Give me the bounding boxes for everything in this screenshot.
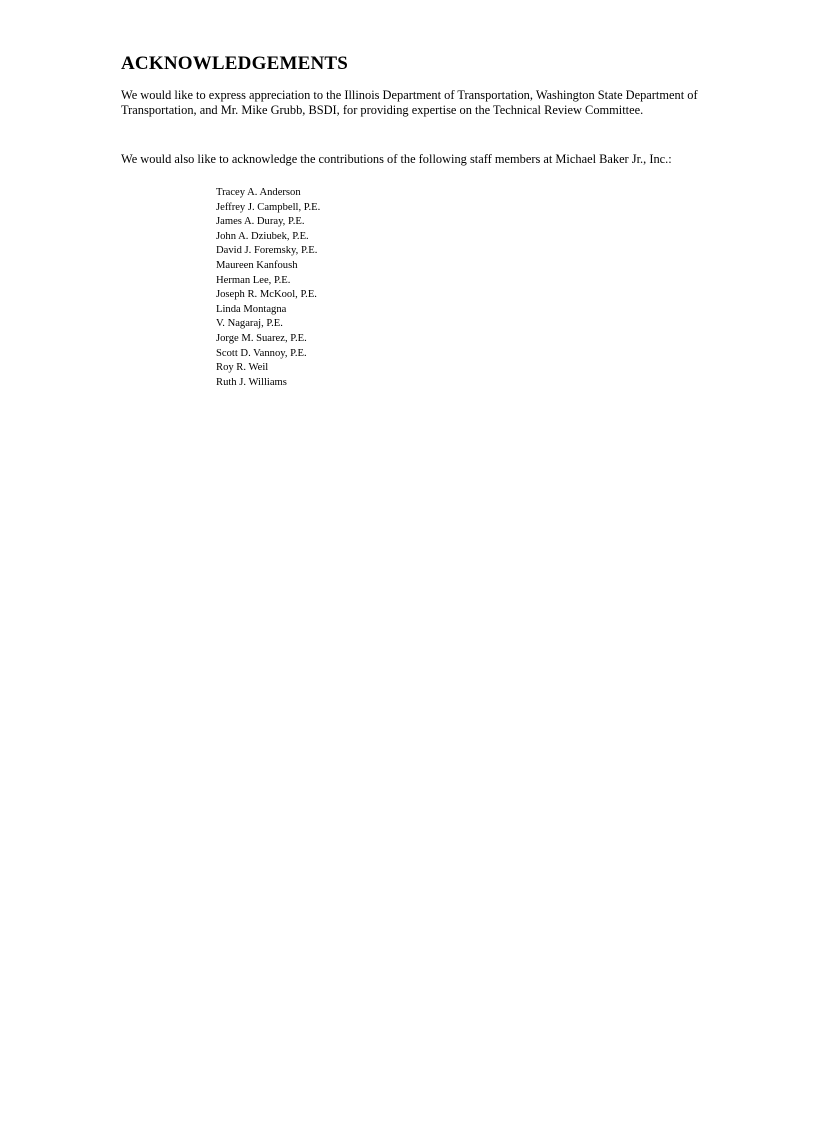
staff-member: Scott D. Vannoy, P.E. [216,347,307,359]
staff-list [216,186,320,390]
staff-member: Jorge M. Suarez, P.E. [216,332,307,344]
staff-member: Maureen Kanfoush [216,259,298,271]
staff-member: Herman Lee, P.E. [216,274,291,286]
appreciation-paragraph: We would like to express appreciation to the Illinois Department of Transportation, Washington State Department of Transportation, and Mr. Mike Grubb, BSDI, for providing expertise on the Technical Review Committee. [121,88,698,117]
staff-member: David J. Foremsky, P.E. [216,245,318,257]
staff-member: Jeffrey J. Campbell, P.E. [216,201,321,213]
staff-member: Roy R. Weil [216,362,269,374]
page-title: ACKNOWLEDGEMENTS [121,53,349,74]
staff-intro-paragraph: We would also like to acknowledge the contributions of the following staff members at Michael Baker Jr., Inc.: [121,152,672,166]
staff-member: James A. Duray, P.E. [216,216,305,228]
staff-member: Joseph R. McKool, P.E. [216,289,317,301]
staff-member: Ruth J. Williams [216,376,287,388]
staff-member: John A. Dziubek, P.E. [216,230,309,242]
staff-member: Tracey A. Anderson [216,187,301,198]
staff-member: Linda Montagna [216,303,287,315]
staff-member: V. Nagaraj, P.E. [216,318,283,330]
